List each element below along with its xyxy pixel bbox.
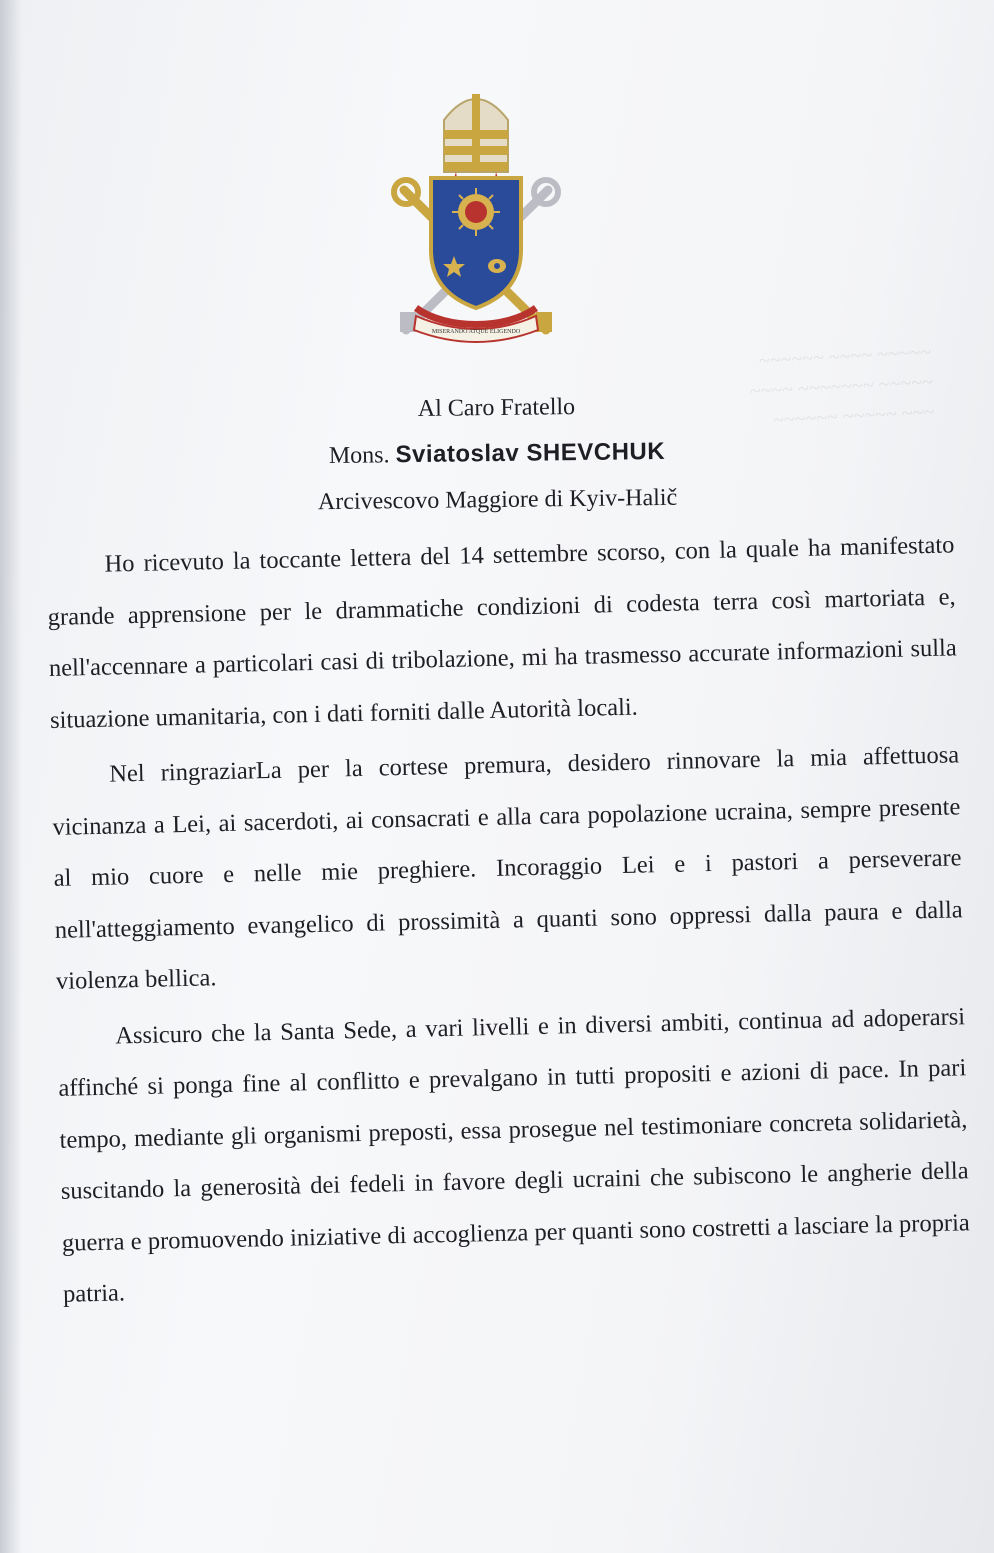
address-line-3: Arcivescovo Maggiore di Kyiv-Halič	[317, 484, 678, 516]
paragraph-3: Assicuro che la Santa Sede, a vari livelli e in diversi ambiti, continua ad adoperarsi affinché si ponga fine al conflitto e prevalgano in tutti propositi e azioni di pace. In pari tempo, mediante gli organismi preposti, essa prosegue nel testimoniare concreta solidarietà, suscitando la generosità dei fedeli in favore degli ucraini che subiscono le angherie della guerra e promuovendo iniziative di accoglienza per quanti sono costretti a lasciare la propria patria.	[58, 1002, 971, 1308]
recipient-title: Mons.	[328, 442, 390, 470]
recipient-name: Sviatoslav SHEVCHUK	[395, 437, 666, 469]
address-line-1: Al Caro Fratello	[417, 394, 576, 422]
page-edge-shadow	[0, 0, 22, 1553]
shield-icon	[431, 178, 521, 308]
show-through-text: ~~~~~~ ~~~~ ~~~~~ ~~~~ ~~~~~~~ ~~~~~ ~~~~~~ ~~~~~ ~~~	[749, 341, 935, 432]
recipient-address	[0, 379, 994, 529]
svg-text:MISERANDO ATQUE ELIGENDO: MISERANDO ATQUE ELIGENDO	[431, 329, 521, 335]
papal-coat-of-arms	[386, 80, 566, 350]
paragraph-1: Ho ricevuto la toccante lettera del 14 settembre scorso, con la quale ha manifestato grande apprensione per le drammatiche condizioni di codesta terra così martoriata e, nell'accennare a particolari casi di tribolazione, mi ha trasmesso accurate informazioni sulla situazione umanitaria, con i dati forniti dalle Autorità locali.	[47, 531, 957, 734]
paragraph-2: Nel ringraziarLa per la cortese premura, desidero rinnovare la mia affettuosa vicinanza a Lei, ai sacerdoti, ai consacrati e alla cara popolazione ucraina, sempre presente al mio cuore e nelle mie preghiere. Incoraggio Lei e i pastori a perseverare nell'atteggiamento evangelico di prossimità a quanti sono oppressi dalla paura e dalla violenza bellica.	[52, 741, 963, 995]
letter-body	[46, 519, 972, 1324]
